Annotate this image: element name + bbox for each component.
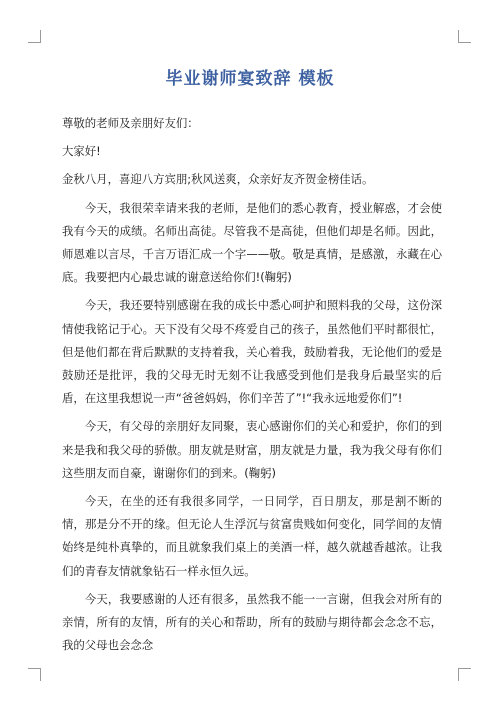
paragraph-relatives: 今天，有父母的亲朋好友同聚，衷心感谢你们的关心和爱护，你们的到来是我和我父母的骄傲。朋友就是财富，朋友就是力量，我为我父母有你们这些朋友而自豪，谢谢你们的到来。(鞠躬) bbox=[62, 419, 442, 480]
paragraph-season: 金秋八月，喜迎八方宾朋;秋风送爽，众亲好友齐贺金榜佳话。 bbox=[62, 172, 374, 187]
document-body bbox=[62, 112, 442, 657]
page-corner-mark-bottom-left bbox=[28, 668, 41, 681]
paragraph-parents: 今天，我还要特别感谢在我的成长中悉心呵护和照料我的父母，这份深情使我铭记于心。天下没有父母不疼爱自己的孩子，虽然他们平时都很忙，但是他们都在背后默默的支持着我，关心着我，鼓励着我，无论他们的爱是鼓励还是批评，我的父母无时无刻不让我感受到他们是我身后最坚实的后盾，在这里我想说一声“爸爸妈妈，你们辛苦了”!“我永远地爱你们”! bbox=[62, 298, 442, 406]
paragraph-classmates: 今天，在坐的还有我很多同学，一日同学，百日朋友，那是割不断的情，那是分不开的缘。但无论人生浮沉与贫富贵贱如何变化，同学间的友情始终是纯朴真挚的，而且就象我们桌上的美酒一样，越久就越香越浓。让我们的青春友情就象钻石一样永恒久远。 bbox=[62, 494, 442, 578]
paragraph-greeting: 大家好! bbox=[62, 144, 101, 159]
page-corner-mark-top-right bbox=[458, 30, 471, 43]
paragraph-teachers: 今天，我很荣幸请来我的老师，是他们的悉心教育，授业解惑，才会使我有今天的成绩。名师出高徒。尽管我不是高徒，但他们却是名师。因此，师恩难以言尽，千言万语汇成一个字——敬。敬是真情，是感激，永藏在心底。我要把内心最忠诚的谢意送给你们!(鞠躬) bbox=[62, 200, 442, 285]
page-corner-mark-bottom-right bbox=[458, 668, 471, 681]
document-title: 毕业谢师宴致辞 模板 bbox=[165, 69, 335, 89]
paragraph-salutation: 尊敬的老师及亲朋好友们： bbox=[62, 116, 199, 130]
paragraph-closing: 今天，我要感谢的人还有很多，虽然我不能一一言谢，但我会对所有的亲情，所有的友情，所有的关心和帮助，所有的鼓励与期待都会念念不忘，我的父母也会念念 bbox=[62, 591, 442, 653]
page-corner-mark-top-left bbox=[28, 30, 41, 43]
